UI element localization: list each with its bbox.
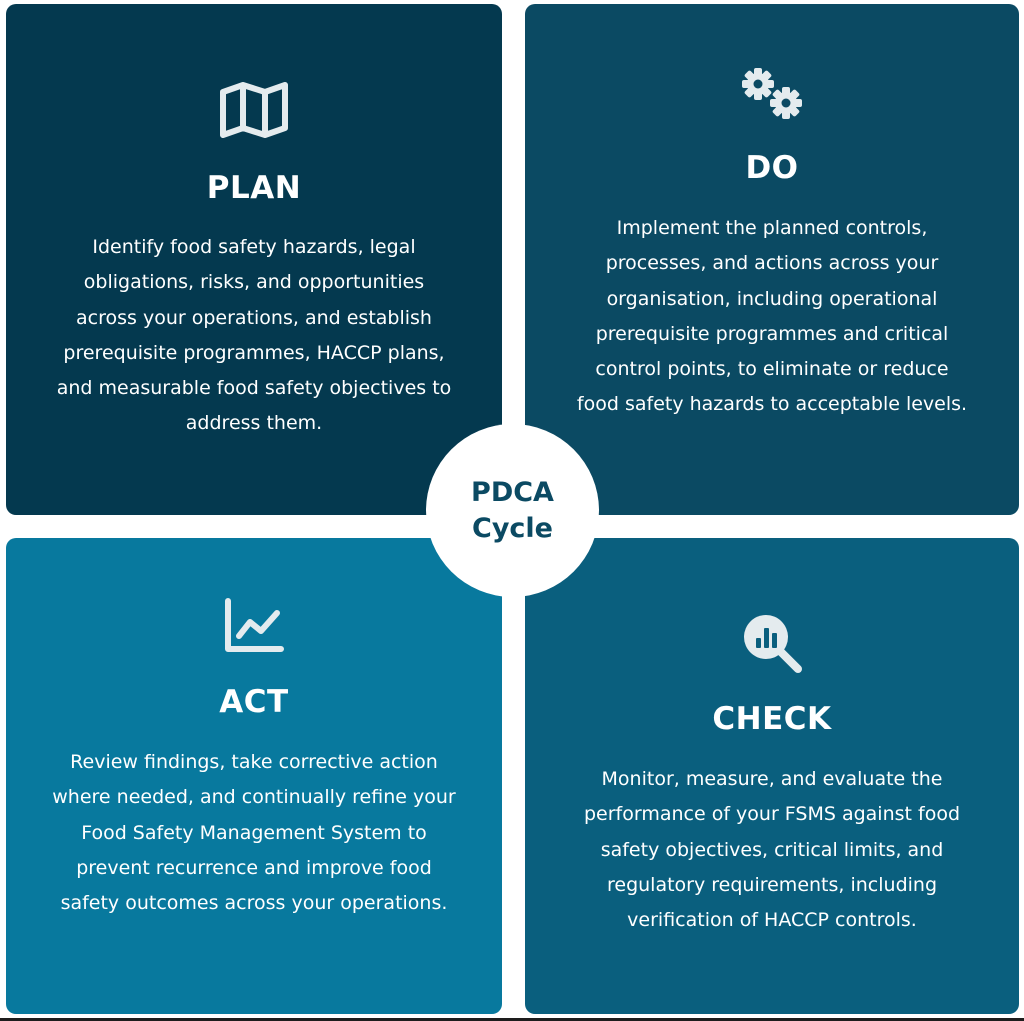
act-title: ACT	[219, 684, 289, 720]
gears-icon	[525, 66, 1019, 124]
plan-description: Identify food safety hazards, legal obligations, risks, and opportunities across your operations, and establish prerequisite programmes, HACCP plans, and measurable food safety objectives to address them.	[56, 236, 452, 435]
act-description: Review findings, take corrective action where needed, and continually refine your Food Safety Management System to prevent recurrence and improve food safety outcomes across your operations.	[52, 751, 456, 915]
do-card	[525, 4, 1019, 515]
do-title: DO	[745, 150, 799, 186]
act-card	[6, 538, 502, 1014]
plan-card	[6, 4, 502, 515]
check-description: Monitor, measure, and evaluate the performance of your FSMS against food safety objectives, critical limits, and regulatory requirements, including verification of HACCP controls.	[583, 768, 961, 932]
center-label-line1: PDCA	[471, 476, 554, 508]
magnifier-chart-icon	[525, 612, 1019, 674]
center-label-line2: Cycle	[472, 512, 553, 544]
plan-title: PLAN	[206, 170, 302, 206]
do-description: Implement the planned controls, processes, and actions across your organisation, including operational prerequisite programmes and critical control points, to eliminate or reduce food safety hazards to acceptable levels.	[576, 217, 968, 416]
check-title: CHECK	[712, 701, 832, 737]
check-card	[525, 538, 1019, 1014]
map-icon	[6, 82, 502, 138]
line-chart-icon	[6, 598, 502, 654]
pdca-center-badge	[426, 424, 599, 597]
